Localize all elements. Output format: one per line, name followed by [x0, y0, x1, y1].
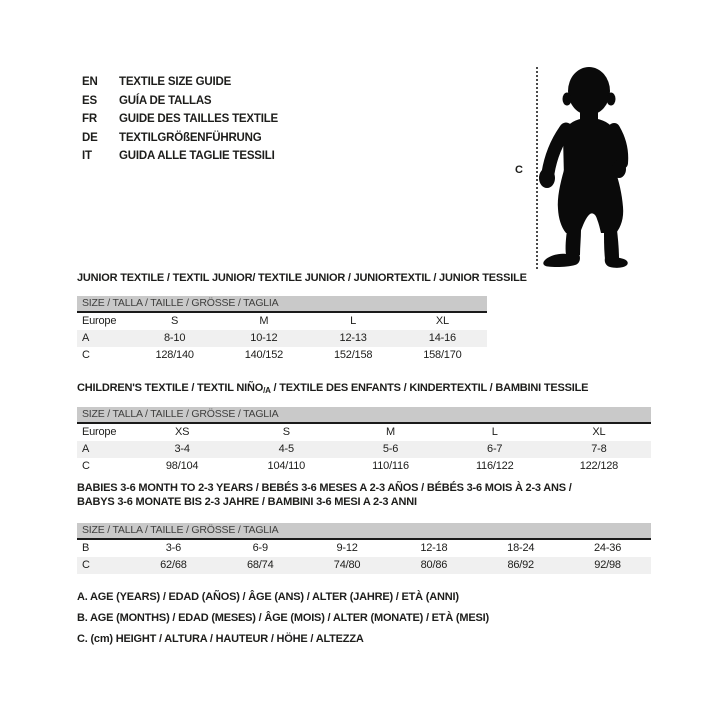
- table-row: [77, 557, 651, 574]
- language-row-de: [82, 129, 278, 148]
- row-label: Europe: [82, 426, 117, 438]
- cell: 62/68: [160, 559, 187, 571]
- junior-textile-table: [77, 271, 527, 364]
- cell: 6-7: [487, 443, 503, 455]
- table-title: JUNIOR TEXTILE / TEXTIL JUNIOR/ TEXTILE JUNIOR / JUNIORTEXTIL / JUNIOR TESSILE: [77, 272, 527, 284]
- row-label: C: [82, 559, 90, 571]
- language-list: [82, 73, 278, 166]
- footnote-c: C. (cm) HEIGHT / ALTURA / HAUTEUR / HÖHE / ALTEZZA: [77, 633, 364, 645]
- language-code: IT: [82, 150, 92, 162]
- cell: XL: [435, 315, 449, 327]
- table-title-pre: CHILDREN'S TEXTILE / TEXTIL NIÑO: [77, 382, 264, 394]
- cell: S: [171, 315, 179, 327]
- cell: 98/104: [165, 460, 199, 472]
- cell: 24-36: [593, 542, 622, 554]
- cell: 8-10: [164, 332, 186, 344]
- cell: 140/152: [244, 349, 284, 361]
- size-header: SIZE / TALLA / TAILLE / GRÖSSE / TAGLIA: [77, 296, 487, 313]
- height-label-c: C: [515, 164, 523, 176]
- language-label: GUIDA ALLE TAGLIE TESSILI: [119, 150, 275, 162]
- table-row: [77, 330, 487, 347]
- table-title-line2: BABYS 3-6 MONATE BIS 2-3 JAHRE / BAMBINI 3-6 MESI A 2-3 ANNI: [77, 496, 417, 508]
- cell: 9-12: [336, 542, 358, 554]
- language-row-en: [82, 73, 278, 92]
- table-row: [77, 458, 651, 475]
- cell: XS: [174, 426, 190, 438]
- cell: 12-18: [420, 542, 448, 554]
- row-label: B: [82, 542, 90, 554]
- language-row-fr: [82, 110, 278, 129]
- cell: 68/74: [246, 559, 274, 571]
- size-header: SIZE / TALLA / TAILLE / GRÖSSE / TAGLIA: [77, 407, 651, 424]
- cell: 6-9: [252, 542, 268, 554]
- cell: L: [350, 315, 357, 327]
- cell: 18-24: [507, 542, 535, 554]
- cell: 128/140: [155, 349, 194, 361]
- table-row: [77, 347, 487, 364]
- cell: M: [386, 426, 395, 438]
- cell: 104/110: [267, 460, 306, 472]
- cell: 158/170: [423, 349, 462, 361]
- cell: 92/98: [594, 559, 621, 571]
- table-row: [77, 441, 651, 458]
- cell: S: [282, 426, 290, 438]
- language-code: FR: [82, 113, 97, 125]
- language-code: ES: [82, 94, 97, 107]
- table-title-sub: /A: [263, 386, 271, 395]
- cell: 74/80: [333, 559, 361, 571]
- row-label: C: [82, 349, 90, 361]
- table-row: [77, 424, 651, 441]
- table-row: [77, 540, 651, 557]
- cell: 3-6: [165, 542, 182, 554]
- cell: 7-8: [591, 443, 607, 455]
- cell: 4-5: [278, 443, 294, 455]
- table-title-post: / TEXTILE DES ENFANTS / KINDERTEXTIL / BAMBINI TESSILE: [270, 382, 589, 394]
- language-row-es: [82, 92, 278, 111]
- size-header: SIZE / TALLA / TAILLE / GRÖSSE / TAGLIA: [77, 523, 651, 540]
- cell: 12-13: [339, 332, 367, 344]
- footnote-a: A. AGE (YEARS) / EDAD (AÑOS) / ÂGE (ANS) / ALTER (JAHRE) / ETÀ (ANNI): [77, 591, 459, 603]
- cell: 110/116: [372, 460, 409, 472]
- size-figure: [500, 50, 680, 280]
- cell: 116/122: [475, 460, 514, 472]
- toddler-silhouette-icon: [535, 56, 665, 271]
- cell: 10-12: [250, 332, 278, 344]
- footnote-b: B. AGE (MONTHS) / EDAD (MESES) / ÂGE (MOIS) / ALTER (MONATE) / ETÀ (MESI): [77, 612, 489, 624]
- cell: 5-6: [382, 443, 399, 455]
- cell: L: [491, 426, 498, 438]
- language-label: TEXTILGRÖßENFÜHRUNG: [119, 131, 262, 144]
- cell: 14-16: [428, 332, 456, 344]
- childrens-textile-table: [77, 381, 651, 475]
- language-code: DE: [82, 131, 98, 144]
- table-title: [77, 381, 651, 398]
- language-code: EN: [82, 76, 98, 88]
- footnotes: [77, 591, 489, 654]
- cell: XL: [592, 426, 606, 438]
- language-label: TEXTILE SIZE GUIDE: [119, 76, 232, 88]
- cell: 152/158: [333, 349, 373, 361]
- language-label: GUÍA DE TALLAS: [119, 94, 212, 107]
- row-label: A: [82, 332, 90, 344]
- table-title-line1: BABIES 3-6 MONTH TO 2-3 YEARS / BEBÉS 3-6 MESES A 2-3 AÑOS / BÉBÉS 3-6 MOIS À 2-3 ANS /: [77, 482, 572, 494]
- babies-textile-table: [77, 481, 651, 574]
- language-row-it: [82, 147, 278, 166]
- row-label: A: [82, 443, 90, 455]
- row-label: C: [82, 460, 90, 472]
- cell: 80/86: [420, 559, 448, 571]
- row-label: Europe: [82, 315, 117, 327]
- cell: 3-4: [174, 443, 190, 455]
- cell: M: [259, 315, 269, 327]
- table-row: [77, 313, 487, 330]
- cell: 122/128: [579, 460, 619, 472]
- cell: 86/92: [507, 559, 534, 571]
- language-label: GUIDE DES TAILLES TEXTILE: [119, 113, 278, 125]
